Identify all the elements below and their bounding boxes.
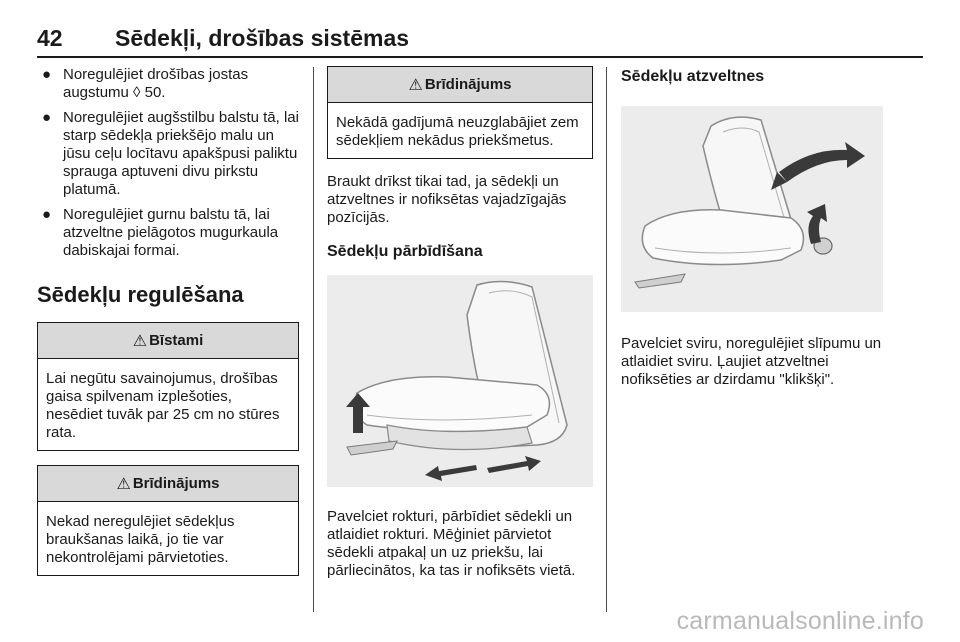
bullet-list: [37, 66, 299, 260]
warning-label: Brīdinājums: [132, 475, 220, 492]
header-rule: [37, 56, 923, 58]
danger-box-header: [38, 323, 298, 359]
danger-text: Lai negūtu savainojumus, drošības gaisa spilvenam izplešoties, nesēdiet tuvāk par 25 cm no stūres rata.: [46, 370, 280, 441]
warning-box: [327, 66, 593, 159]
bullet-text: Noregulējiet augšstilbu balstu tā, lai starp sēdekļa priekšējo malu un jūsu ceļu locītavu apakšpusi paliktu sprauga aptuveni divu pirkstu platumā.: [63, 109, 299, 198]
warning-triangle-icon: ⚠: [408, 76, 423, 94]
column-divider-2: [606, 67, 607, 612]
bullet-text: Noregulējiet drošības jostas augstumu ◊ 50.: [63, 66, 249, 101]
page-number: 42: [37, 25, 63, 51]
warning-box-header: [38, 466, 298, 502]
warning-label: Brīdinājums: [424, 76, 512, 93]
warning-box-header: [328, 67, 592, 103]
warning-triangle-icon: ⚠: [116, 475, 131, 493]
warning-text: Nekad neregulējiet sēdekļus braukšanas laikā, jo tie var nekontrolējami pārvietoties.: [46, 513, 235, 566]
watermark: carmanualsonline.info: [676, 607, 924, 635]
bullet-mark: ●: [42, 66, 52, 83]
page-header: [37, 14, 923, 54]
warning-triangle-icon: ⚠: [132, 332, 148, 350]
section-heading: Sēdekļu regulēšana: [37, 282, 244, 307]
column-divider-1: [313, 67, 314, 612]
list-item: [37, 66, 299, 102]
sub-heading: Sēdekļu atzveltnes: [621, 68, 765, 85]
column-3: [621, 66, 885, 389]
bullet-mark: ●: [42, 206, 52, 223]
warning-text: Nekādā gadījumā neuzglabājiet zem sēdekļiem nekādus priekšmetus.: [336, 114, 579, 149]
recline-caption: Pavelciet sviru, noregulējiet slīpumu un atlaidiet sviru. Ļaujiet atzveltnei nofiksēties ar dzirdamu "klikšķi".: [621, 335, 882, 388]
warning-box: [37, 465, 299, 576]
slide-caption: Pavelciet rokturi, pārbīdiet sēdekli un atlaidiet rokturi. Mēģiniet pārvietot sēdekli atpakaļ un uz priekšu, lai pārliecinātos, ka tas ir nofiksēts vietā.: [327, 508, 576, 579]
page-title: Sēdekļi, drošības sistēmas: [115, 25, 410, 51]
column-2: [327, 66, 593, 580]
list-item: [37, 206, 299, 260]
sub-heading: Sēdekļu pārbīdīšana: [327, 243, 483, 260]
bullet-text: Noregulējiet gurnu balstu tā, lai atzveltne pielāgotos mugurkaula dabiskajai formai.: [63, 206, 279, 259]
column-1: [37, 66, 299, 590]
list-item: [37, 109, 299, 199]
backrest-recline-illustration: [621, 106, 883, 312]
bullet-mark: ●: [42, 109, 52, 126]
danger-label: Bīstami: [149, 332, 204, 349]
intro-paragraph: Braukt drīkst tikai tad, ja sēdekļi un atzveltnes ir nofiksētas vajadzīgajās pozīcijās.: [327, 173, 567, 226]
seat-slide-illustration: [327, 275, 593, 487]
danger-box: [37, 322, 299, 451]
